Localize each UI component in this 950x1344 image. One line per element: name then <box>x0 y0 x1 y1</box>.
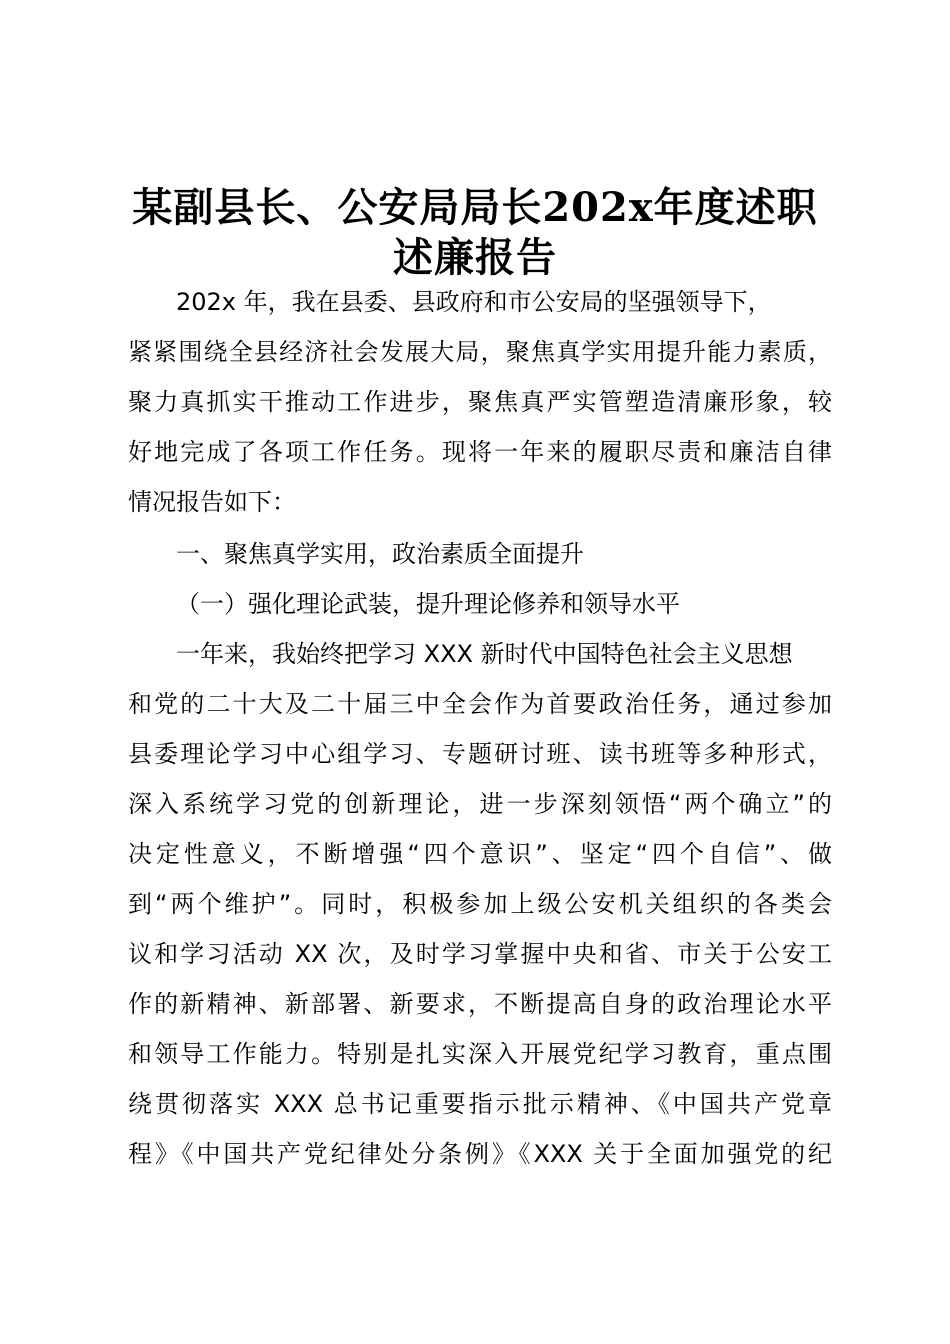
body-paragraph-line: 深入系统学习党的创新理论，进一步深刻领悟“两个确立”的 <box>128 790 832 818</box>
body-paragraph-line: 程》《中国共产党纪律处分条例》《XXX 关于全面加强党的纪 <box>128 1140 832 1168</box>
intro-paragraph-line: 好地完成了各项工作任务。现将一年来的履职尽责和廉洁自律 <box>128 438 832 466</box>
document-title-line-2: 述廉报告 <box>393 234 557 281</box>
intro-paragraph-line: 紧紧围绕全县经济社会发展大局，聚焦真学实用提升能力素质， <box>128 338 832 366</box>
body-paragraph-line: 到“两个维护”。同时，积极参加上级公安机关组织的各类会 <box>128 890 832 918</box>
sub-heading: （一）强化理论武装，提升理论修养和领导水平 <box>176 590 680 618</box>
body-paragraph-line: 一年来，我始终把学习 XXX 新时代中国特色社会主义思想 <box>176 640 793 668</box>
section-heading: 一、聚焦真学实用，政治素质全面提升 <box>176 540 584 568</box>
body-paragraph-line: 绕贯彻落实 XXX 总书记重要指示批示精神、《中国共产党章 <box>128 1090 832 1118</box>
intro-paragraph-line: 聚力真抓实干推动工作进步，聚焦真严实管塑造清廉形象，较 <box>128 388 832 416</box>
body-paragraph-line: 和党的二十大及二十届三中全会作为首要政治任务，通过参加 <box>128 690 832 718</box>
body-paragraph-line: 议和学习活动 XX 次，及时学习掌握中央和省、市关于公安工 <box>128 940 832 968</box>
body-paragraph-line: 作的新精神、新部署、新要求，不断提高自身的政治理论水平 <box>128 990 832 1018</box>
body-paragraph-line: 和领导工作能力。特别是扎实深入开展党纪学习教育，重点围 <box>128 1040 832 1068</box>
body-paragraph-line: 县委理论学习中心组学习、专题研讨班、读书班等多种形式， <box>128 740 832 768</box>
intro-paragraph-line: 情况报告如下： <box>128 488 296 516</box>
document-title-line-1: 某副县长、公安局局长202x年度述职 <box>132 184 818 231</box>
intro-paragraph-line: 202x 年，我在县委、县政府和市公安局的坚强领导下， <box>176 288 772 316</box>
body-paragraph-line: 决定性意义，不断增强“四个意识”、坚定“四个自信”、做 <box>128 840 832 868</box>
